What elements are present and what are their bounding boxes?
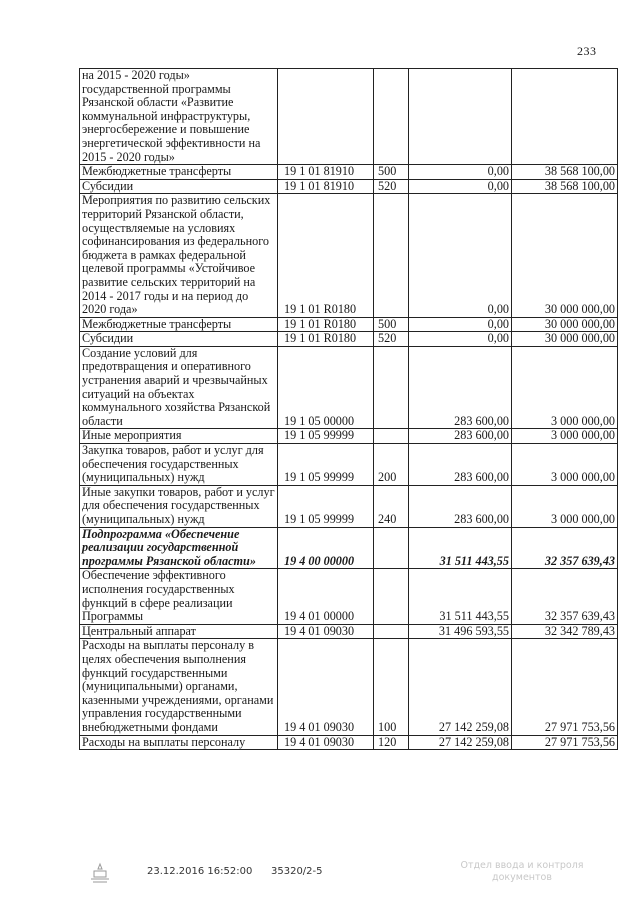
- cell-name: Субсидии: [80, 332, 278, 347]
- cell-value-2018: 27 971 753,56: [512, 639, 618, 735]
- cell-value-2017: [409, 69, 512, 165]
- cell-value-2018: 38 568 100,00: [512, 179, 618, 194]
- cell-name: Расходы на выплаты персоналу: [80, 735, 278, 750]
- table-row: [80, 194, 618, 317]
- cell-name: Подпрограмма «Обеспечение реализации государственной программы Рязанской области»: [80, 527, 278, 569]
- cell-value-2017: 283 600,00: [409, 444, 512, 486]
- page-number: 233: [577, 44, 597, 58]
- cell-name: Межбюджетные трансферты: [80, 165, 278, 180]
- table-row: [80, 444, 618, 486]
- footer-datetime: 23.12.2016 16:52:00: [147, 866, 253, 877]
- cell-code: 19 4 00 00000: [278, 527, 374, 569]
- cell-name: Иные мероприятия: [80, 429, 278, 444]
- cell-value-2018: 3 000 000,00: [512, 429, 618, 444]
- table-row: [80, 569, 618, 624]
- footer-watermark: Отдел ввода и контроля документов: [460, 860, 584, 883]
- cell-name: Мероприятия по развитию сельских территорий Рязанской области, осуществляемые на условиях софинансирования из федерального бюджета в рамках федеральной целевой программы «Устойчивое развитие сельских территорий на 2014 - 2017 годы и на период до 2020 года»: [80, 194, 278, 317]
- cell-type: [374, 569, 409, 624]
- cell-value-2018: 30 000 000,00: [512, 317, 618, 332]
- cell-type: 520: [374, 179, 409, 194]
- cell-value-2017: 283 600,00: [409, 346, 512, 429]
- cell-type: 520: [374, 332, 409, 347]
- cell-value-2018: 27 971 753,56: [512, 735, 618, 750]
- cell-value-2017: 0,00: [409, 317, 512, 332]
- cell-value-2018: 3 000 000,00: [512, 346, 618, 429]
- budget-table: [79, 68, 618, 750]
- cell-name: Межбюджетные трансферты: [80, 317, 278, 332]
- table-row: [80, 624, 618, 639]
- cell-code: 19 1 01 R0180: [278, 194, 374, 317]
- cell-value-2017: 0,00: [409, 165, 512, 180]
- cell-name: Обеспечение эффективного исполнения государственных функций в сфере реализации Программы: [80, 569, 278, 624]
- cell-name: Центральный аппарат: [80, 624, 278, 639]
- cell-value-2018: [512, 69, 618, 165]
- cell-code: 19 1 05 00000: [278, 346, 374, 429]
- cell-value-2017: 0,00: [409, 179, 512, 194]
- table-row: [80, 429, 618, 444]
- cell-type: [374, 346, 409, 429]
- cell-value-2017: 31 511 443,55: [409, 569, 512, 624]
- cell-code: 19 1 01 R0180: [278, 332, 374, 347]
- cell-name: на 2015 - 2020 годы» государственной программы Рязанской области «Развитие коммунальной инфраструктуры, энергосбережение и повышение энергетической эффективности на 2015 - 2020 годы»: [80, 69, 278, 165]
- cell-type: [374, 527, 409, 569]
- cell-value-2017: 27 142 259,08: [409, 735, 512, 750]
- table-row: [80, 346, 618, 429]
- cell-value-2018: 30 000 000,00: [512, 194, 618, 317]
- cell-value-2018: 3 000 000,00: [512, 444, 618, 486]
- cell-code: 19 1 01 81910: [278, 165, 374, 180]
- cell-value-2018: 32 342 789,43: [512, 624, 618, 639]
- cell-name: Иные закупки товаров, работ и услуг для обеспечения государственных (муниципальных) нужд: [80, 485, 278, 527]
- cell-type: [374, 429, 409, 444]
- table-row: [80, 735, 618, 750]
- cell-value-2018: 3 000 000,00: [512, 485, 618, 527]
- cell-value-2017: 283 600,00: [409, 485, 512, 527]
- budget-table-body: [80, 69, 618, 750]
- cell-code: 19 1 01 R0180: [278, 317, 374, 332]
- cell-type: [374, 194, 409, 317]
- table-row: [80, 332, 618, 347]
- table-row: [80, 527, 618, 569]
- cell-code: 19 1 01 81910: [278, 179, 374, 194]
- cell-type: 500: [374, 317, 409, 332]
- cell-value-2018: 30 000 000,00: [512, 332, 618, 347]
- cell-value-2017: 31 511 443,55: [409, 527, 512, 569]
- cell-name: Расходы на выплаты персоналу в целях обеспечения выполнения функций государственными (муниципальными) органами, казенными учреждениями, органами управления государственными внебюджетными фондами: [80, 639, 278, 735]
- table-row: [80, 165, 618, 180]
- cell-value-2018: 38 568 100,00: [512, 165, 618, 180]
- cell-name: Закупка товаров, работ и услуг для обеспечения государственных (муниципальных) нужд: [80, 444, 278, 486]
- cell-type: [374, 624, 409, 639]
- cell-type: 240: [374, 485, 409, 527]
- cell-value-2017: 283 600,00: [409, 429, 512, 444]
- table-row: [80, 639, 618, 735]
- cell-value-2018: 32 357 639,43: [512, 569, 618, 624]
- table-row: [80, 179, 618, 194]
- cell-code: 19 4 01 09030: [278, 624, 374, 639]
- cell-code: 19 4 01 09030: [278, 639, 374, 735]
- cell-code: 19 1 05 99999: [278, 429, 374, 444]
- cell-value-2018: 32 357 639,43: [512, 527, 618, 569]
- cell-type: 500: [374, 165, 409, 180]
- cell-type: 120: [374, 735, 409, 750]
- cell-value-2017: 31 496 593,55: [409, 624, 512, 639]
- footer-doc-number: 35320/2-5: [271, 866, 323, 877]
- table-row: [80, 485, 618, 527]
- cell-code: 19 1 05 99999: [278, 444, 374, 486]
- cell-code: [278, 69, 374, 165]
- cell-code: 19 4 01 09030: [278, 735, 374, 750]
- table-row: [80, 317, 618, 332]
- cell-code: 19 4 01 00000: [278, 569, 374, 624]
- cell-code: 19 1 05 99999: [278, 485, 374, 527]
- cell-value-2017: 0,00: [409, 194, 512, 317]
- cell-value-2017: 27 142 259,08: [409, 639, 512, 735]
- cell-type: 100: [374, 639, 409, 735]
- table-row: [80, 69, 618, 165]
- cell-value-2017: 0,00: [409, 332, 512, 347]
- cell-name: Субсидии: [80, 179, 278, 194]
- cell-name: Создание условий для предотвращения и оперативного устранения аварий и чрезвычайных ситуаций на объектах коммунального хозяйства Рязанской области: [80, 346, 278, 429]
- cell-type: 200: [374, 444, 409, 486]
- printer-stamp-icon: [88, 862, 112, 884]
- cell-type: [374, 69, 409, 165]
